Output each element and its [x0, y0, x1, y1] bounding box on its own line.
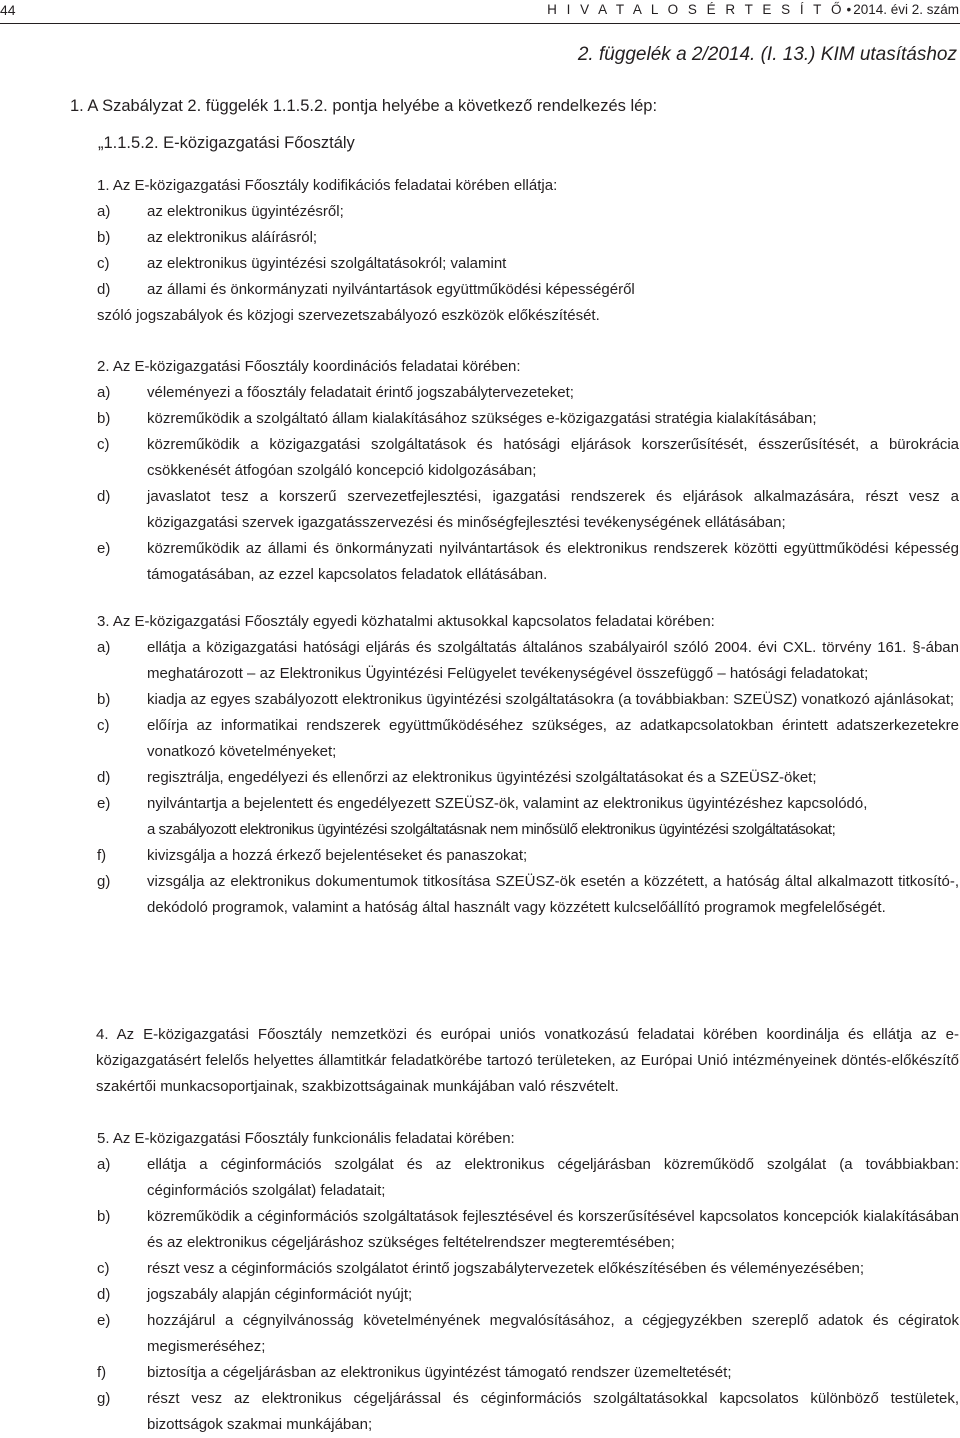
- list-item: [97, 225, 959, 251]
- item-label: c): [97, 1260, 110, 1277]
- section-5: [97, 1126, 959, 1438]
- item-text: javaslatot tesz a korszerű szervezetfejlesztési, igazgatási rendszerek és eljárások alkalmazására, részt vesz a közigazgatási szervek igazgatásszervezési és minőségfejlesztési tevékenységének ellátásában;: [147, 488, 959, 531]
- list-item: [97, 1282, 959, 1308]
- item-label: d): [97, 769, 111, 786]
- item-text-line-2: a szabályozott elektronikus ügyintézési szolgáltatásnak nem minősülő elektronikus ügyintézési szolgáltatásokat;: [147, 821, 836, 838]
- item-text: az állami és önkormányzati nyilvántartások együttműködési képességéről: [147, 281, 635, 298]
- item-text: vizsgálja az elektronikus dokumentumok titkosítása SZEÜSZ-ök esetén a közzétett, a hatóság által alkalmazott titkosító-, dekódoló programok, valamint a hatóság által használt vagy közzétett kulcselőállító programok megfelelőségét.: [147, 873, 959, 916]
- item-text: közreműködik a szolgáltató állam kialakításához szükséges e-közigazgatási stratégia kialakításában;: [147, 410, 817, 427]
- list-item: [97, 406, 959, 432]
- item-text: közreműködik a közigazgatási szolgáltatások és hatósági eljárások korszerűsítését, ésszerűsítését, a bürokrácia csökkenését átfogóan szolgáló koncepció kidolgozásában;: [147, 436, 959, 479]
- item-label: a): [97, 639, 111, 656]
- item-text-line-1: nyilvántartja a bejelentett és engedélyezett SZEÜSZ-ök, valamint az elektronikus ügyintézéshez kapcsolódó,: [147, 795, 868, 812]
- section-1-intro: 1. Az E-közigazgatási Főosztály kodifikációs feladatai körében ellátja:: [97, 177, 558, 194]
- item-label: g): [97, 1390, 111, 1407]
- list-item: [97, 869, 959, 921]
- item-label: b): [97, 229, 111, 246]
- item-label: b): [97, 410, 111, 427]
- item-label: c): [97, 717, 110, 734]
- header-rule: [0, 23, 960, 24]
- list-item: [97, 843, 959, 869]
- item-text: az elektronikus aláírásról;: [147, 229, 318, 246]
- item-text: részt vesz az elektronikus cégeljárással és céginformációs szolgáltatásokkal kapcsolatos különböző testületek, bizottságok szakmai munkájában;: [147, 1390, 959, 1433]
- item-text: előírja az informatikai rendszerek együttműködéséhez szükséges, az adatkapcsolatokban érintett adatszerkezetekre vonatkozó követelményeket;: [147, 717, 959, 760]
- section-1-tail: szóló jogszabályok és közjogi szervezetszabályozó eszközök előkészítését.: [97, 307, 600, 324]
- list-item: [97, 536, 959, 588]
- item-label: a): [97, 1156, 111, 1173]
- item-text: ellátja a közigazgatási hatósági eljárás és szolgáltatás általános szabályairól szóló 2004. évi CXL. törvény 161. §-ában meghatározott – az Elektronikus Ügyintézési Felügyelet tevékenységével összefüggő – hatósági feladatokat;: [147, 639, 959, 682]
- item-text: közreműködik a céginformációs szolgáltatások fejlesztésével és korszerűsítésével kapcsolatos koncepciók kialakításában és az elektronikus cégeljáráshoz szükséges feltételrendszer megteremtésében;: [147, 1208, 959, 1251]
- section-4: [97, 1022, 959, 1100]
- item-label: g): [97, 873, 111, 890]
- list-item: [97, 1256, 959, 1282]
- item-text: véleményezi a főosztály feladatait érintő jogszabálytervezeteket;: [147, 384, 574, 401]
- item-label: c): [97, 255, 110, 272]
- list-item: [97, 713, 959, 765]
- section-3: [97, 609, 959, 921]
- item-label: d): [97, 281, 111, 298]
- item-label: c): [97, 436, 110, 453]
- item-text: regisztrálja, engedélyezi és ellenőrzi az elektronikus ügyintézési szolgáltatásokat és a SZEÜSZ-öket;: [147, 769, 817, 786]
- item-text: jogszabály alapján céginformációt nyújt;: [147, 1286, 413, 1303]
- section-heading: „1.1.5.2. E-közigazgatási Főosztály: [98, 134, 355, 152]
- list-item: [97, 1152, 959, 1204]
- issue-label: 2014. évi 2. szám: [853, 2, 959, 17]
- item-label: d): [97, 1286, 111, 1303]
- list-item: [97, 687, 959, 713]
- journal-title: H I V A T A L O S É R T E S Í T Ő: [547, 2, 845, 17]
- lead-paragraph: 1. A Szabályzat 2. függelék 1.1.5.2. pontja helyébe a következő rendelkezés lép:: [70, 97, 658, 115]
- section-5-intro: 5. Az E-közigazgatási Főosztály funkcionális feladatai körében:: [97, 1130, 515, 1147]
- item-label: b): [97, 1208, 111, 1225]
- item-text: biztosítja a cégeljárásban az elektronikus ügyintézést támogató rendszer üzemeltetését;: [147, 1364, 732, 1381]
- item-label: e): [97, 540, 111, 557]
- item-label: e): [97, 795, 111, 812]
- item-label: a): [97, 203, 111, 220]
- item-text: ellátja a céginformációs szolgálat és az elektronikus cégeljárásban közreműködő szolgálat (a továbbiakban: céginformációs szolgálat) feladatait;: [147, 1156, 959, 1199]
- list-item: [97, 1360, 959, 1386]
- separator-dot: •: [846, 2, 852, 17]
- item-text: az elektronikus ügyintézési szolgáltatásokról; valamint: [147, 255, 507, 272]
- item-text: kivizsgálja a hozzá érkező bejelentéseket és panaszokat;: [147, 847, 528, 864]
- journal-header: [547, 2, 959, 17]
- section-2: [97, 354, 959, 588]
- item-label: f): [97, 1364, 107, 1381]
- list-item: [97, 765, 959, 791]
- list-item: [97, 484, 959, 536]
- section-4-text: 4. Az E-közigazgatási Főosztály nemzetközi és európai uniós vonatkozású feladatai körében koordinálja és ellátja az e-közigazgatásért felelős helyettes államtitkár feladatkörébe tartozó területeken, az Európai Unió intézményeinek döntés-előkészítő szakértői munkacsoportjainak, szakbizottságainak munkájában való részvételt.: [96, 1026, 959, 1095]
- list-item: [97, 791, 959, 843]
- list-item: [97, 635, 959, 687]
- page-number: 44: [0, 2, 16, 18]
- list-item: [97, 1204, 959, 1256]
- list-item: [97, 199, 959, 225]
- item-text: [147, 791, 959, 843]
- list-item: [97, 1308, 959, 1360]
- appendix-title: 2. függelék a 2/2014. (I. 13.) KIM utasításhoz: [577, 44, 957, 65]
- list-item: [97, 432, 959, 484]
- item-label: a): [97, 384, 111, 401]
- item-label: f): [97, 847, 107, 864]
- list-item: [97, 1386, 959, 1438]
- section-3-intro: 3. Az E-közigazgatási Főosztály egyedi közhatalmi aktusokkal kapcsolatos feladatai körében:: [97, 613, 715, 630]
- item-text: az elektronikus ügyintézésről;: [147, 203, 344, 220]
- list-item: [97, 380, 959, 406]
- item-text: hozzájárul a cégnyilvánosság követelményének megvalósításához, a cégjegyzékben szereplő adatok és cégiratok megismeréséhez;: [147, 1312, 959, 1355]
- list-item: [97, 251, 959, 277]
- item-text: közreműködik az állami és önkormányzati nyilvántartások és elektronikus rendszerek közötti együttműködési képesség támogatásában, az ezzel kapcsolatos feladatok ellátásában.: [147, 540, 959, 583]
- section-1: [97, 173, 959, 329]
- list-item: [97, 277, 959, 303]
- item-label: d): [97, 488, 111, 505]
- section-2-intro: 2. Az E-közigazgatási Főosztály koordinációs feladatai körében:: [97, 358, 521, 375]
- item-label: e): [97, 1312, 111, 1329]
- item-text: részt vesz a céginformációs szolgálatot érintő jogszabálytervezetek előkészítésében és véleményezésében;: [147, 1260, 865, 1277]
- item-label: b): [97, 691, 111, 708]
- item-text: kiadja az egyes szabályozott elektronikus ügyintézési szolgáltatásokra (a továbbiakban: SZEÜSZ) vonatkozó ajánlásokat;: [147, 691, 955, 708]
